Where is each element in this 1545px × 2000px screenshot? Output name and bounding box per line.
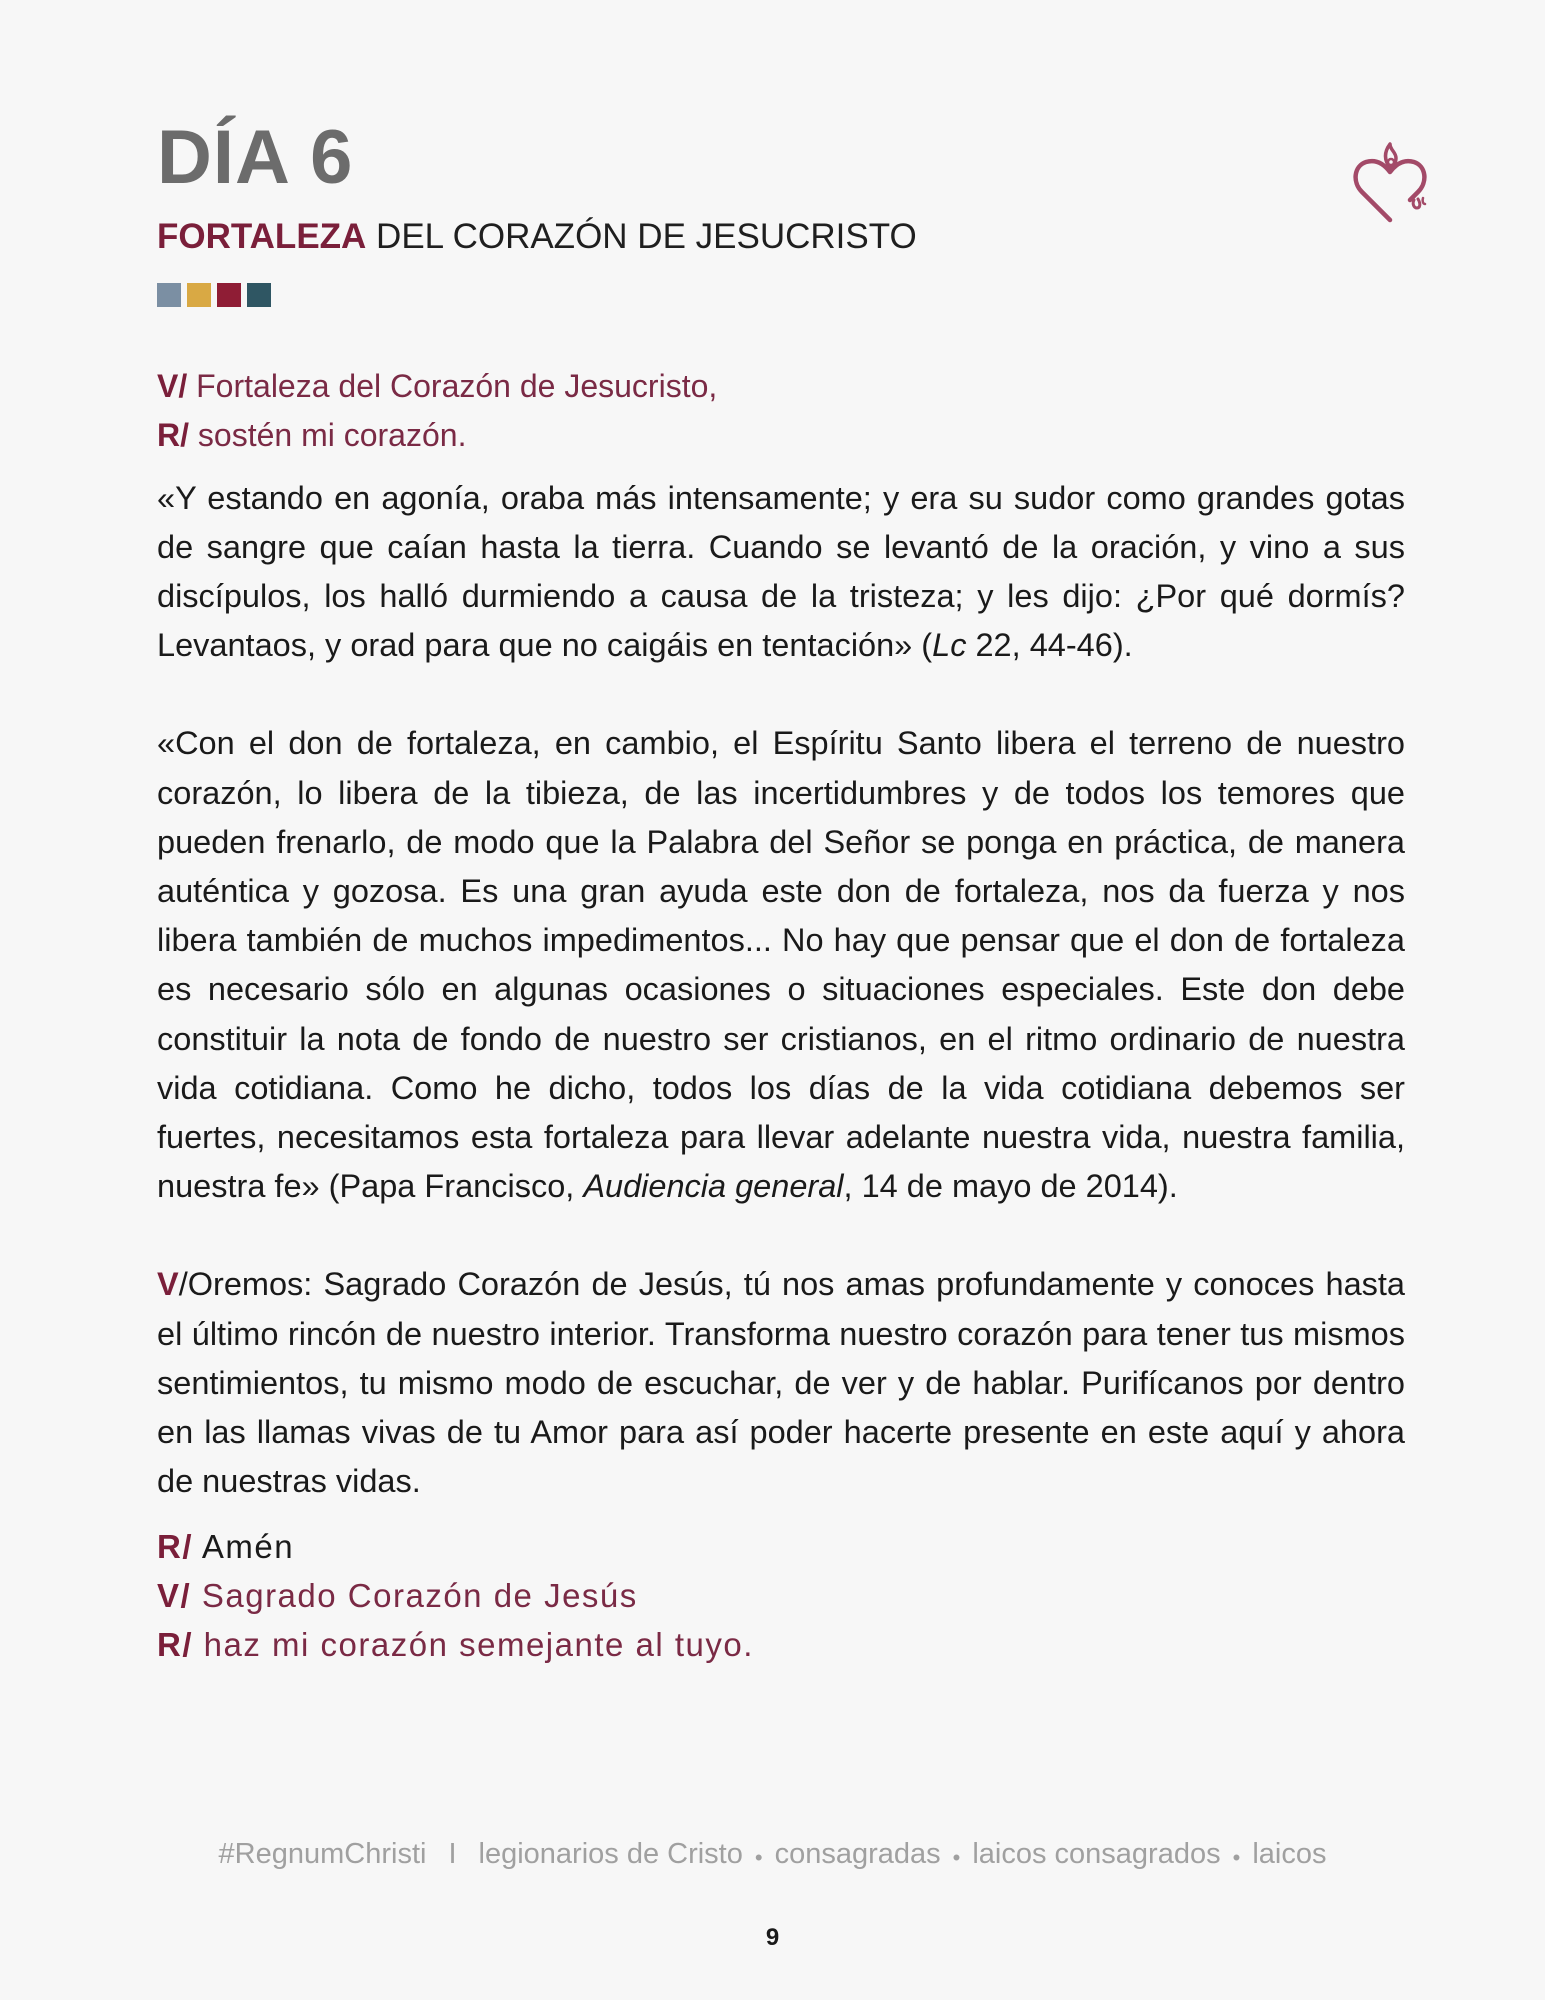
closing-amen-text: Amén [193,1528,295,1566]
pope-quote-date: , 14 de mayo de 2014). [843,1168,1178,1205]
swatch-4 [247,283,271,307]
color-swatches [157,283,1405,307]
prayer-mark: V [157,1266,179,1303]
prayer-text: /Oremos: Sagrado Corazón de Jesús, tú nos amas profundamente y conoces hasta el último rincón de nuestro interior. Transforma nuestro corazón para tener tus mismos sentimientos, tu mismo modo de escuchar, de ver y de hablar. Purifícanos por dentro en las llamas vivas de tu Amor para así poder hacerte presente en este aquí y ahora de nuestras vidas. [157,1266,1405,1500]
footer-dot: • [1232,1845,1241,1870]
footer-item-legionarios: legionarios de Cristo [478,1838,743,1870]
pope-quote-text: «Con el don de fortaleza, en cambio, el Espíritu Santo libera el terreno de nuestro corazón, lo libera de la tibieza, de las incertidumbres y de todos los temores que pueden frenarlo, de modo que la Palabra del Señor se ponga en práctica, de manera auténtica y gozosa. Es una gran ayuda este don de fortaleza, nos da fuerza y nos libera también de muchos impedimentos... No hay que pensar que el don de fortaleza es necesario sólo en algunas ocasiones o situaciones especiales. Este don debe constituir la nota de fondo de nuestro ser cristianos, en el ritmo ordinario de nuestra vida cotidiana. Como he dicho, todos los días de la vida cotidiana debemos ser fuertes, necesitamos esta fortaleza para llevar adelante nuestra vida, nuestra familia, nuestra fe» (Papa Francisco, [157,725,1405,1205]
pope-quote [157,719,1405,1211]
footer-item-consagradas: consagradas [774,1838,941,1870]
footer-item-laicos-consagrados: laicos consagrados [972,1838,1221,1870]
page-number: 9 [765,1924,780,1951]
sacred-heart-icon [1350,128,1430,228]
closing-response-text: haz mi corazón semejante al tuyo. [193,1626,754,1664]
versicle-line [157,362,1405,411]
footer-dot: • [754,1845,763,1870]
response-mark: R/ [157,416,189,453]
gospel-quote [157,474,1405,671]
closing-versicle [157,1571,1405,1620]
page-content [157,115,1405,1669]
versicle-text: Fortaleza del Corazón de Jesucristo, [187,367,718,404]
prayer-paragraph [157,1260,1405,1506]
swatch-1 [157,283,181,307]
gospel-quote-book: Lc [932,627,967,664]
subtitle-rest: DEL CORAZÓN DE JESUCRISTO [366,217,917,256]
closing-response [157,1620,1405,1669]
closing-versicle-text: Sagrado Corazón de Jesús [191,1577,638,1615]
closing-amen-mark: R/ [157,1528,193,1566]
subtitle [157,218,1405,257]
footer [0,1838,1545,1871]
opening-versicle [157,362,1405,460]
day-title: DÍA 6 [157,115,354,200]
footer-item-laicos: laicos [1252,1838,1327,1870]
gospel-quote-ref: 22, 44-46). [966,627,1133,664]
closing-amen [157,1522,1405,1571]
versicle-mark: V/ [157,367,188,404]
closing-response-mark: R/ [157,1626,193,1664]
response-line [157,411,1405,460]
footer-separator: I [448,1838,457,1870]
pope-quote-source: Audiencia general [583,1168,844,1205]
closing-versicle-mark: V/ [157,1577,192,1615]
gospel-quote-text: «Y estando en agonía, oraba más intensamente; y era su sudor como grandes gotas de sangre que caían hasta la tierra. Cuando se levantó de la oración, y vino a sus discípulos, los halló durmiendo a causa de la tristeza; y les dijo: ¿Por qué dormís? Levantaos, y orad para que no caigáis en tentación» ( [157,479,1405,664]
subtitle-accent: FORTALEZA [157,217,367,256]
response-text: sostén mi corazón. [189,416,467,453]
swatch-3 [217,283,241,307]
swatch-2 [187,283,211,307]
footer-dot: • [952,1845,961,1870]
footer-hashtag: #RegnumChristi [218,1838,427,1870]
closing-block [157,1522,1405,1669]
